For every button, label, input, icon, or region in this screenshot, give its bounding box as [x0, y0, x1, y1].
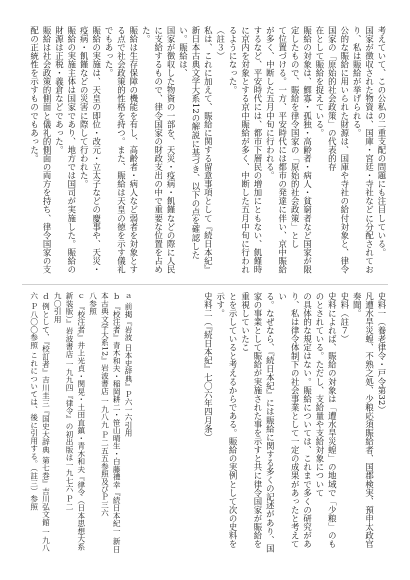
footnotes: ａ 前掲『岩波 日本史辞典』Ｐ六一六引用 ｂ 『校注者』青木和夫・稲岡耕二・笹山晴生・白藤禮幸『続日本紀一 新日本古典文学大系12』岩波書店 一九八九 Ｐ二五五参照及びＰ三六 八参照 ｃ 『校注者』井上光貞・関晃・土田直鎮・青木和夫『律令（日本思想大系新装版）』岩波書店 一九九四『律令』の初出版は一九七六 Ｐ二 九〇引用 ｄ 例として、『校訂者』吉川圭三『国史大辞典 第七巻』吉川弘文館 一九八六 Ｐ八〇〇参照 これについては、後に引用する。（註三）参照 — [29, 292, 133, 553]
historical-source-excerpt: 史料一（養老律令・戸令第32） 凡遭水旱災蝗、不熟之処、少粮応須賑給者、国郡検実、預申太政官奏聞。 史料（註７） 史料によれば、賑給の対象は「遭水旱災蝗」の地域で「少粮」のものとされている。ただし、支給量や支給対象について の具体的な規定はない。賑給については、これまで多くの研究があり、私は律令体制下の社会事業として一定の成果があったと考えてい る。なぜなら、『続日本紀』には賑給に関する多くの記述があり、国家の事業として賑給が実施された事を示すと共に律令国家が賑給を重視していたこ とを示していると考えるからである。賑給の実例として次の史料を示す。 史料二（『続日本紀』七〇六年四月条） — [203, 292, 387, 553]
main-body-text: 考えていて、この公私の二重支配の問題にも注目している。 国家が徴収された物資は、国庫・宮廷・寺社などに分配されており、私は賑給が挙げられる。 公的な賑給に用いられた財源は、国庫や寺社の給付対象と、律令国家の「原始的社会政策」の代表的存 在として賑給を捉えている。 賑給の対象は、鰥寡・孤独・高齢者・病人・貧窮者など国家が限定したもので、賑給を律令国家の「原始的社会政策」とし て位置づける。一方、平安時代には都市の発達に伴い、京中賑給が多く、中断した五月中旬に行われる。 するなど、平安時代には、都市下層民の増加にともない、飢饉時に京内を対象とする京中賑給が多く、中断した五月中旬に行われるようになった。 （註３） 私は、これに加えて、賑給に関する留意事項として『続日本紀』新日本古典文学大系12の解説に基づき、以下の点を確認したい。賑給は、 国家が徴収した物資の一部を、天災・疫病・飢饉などの際に人民に支給するもので、律令国家の財政支出の中で重要な位置を占めた。 賑給は生存保障の機能を有し、高齢者・病人など弱者を対象とする点で社会政策的性格を持つ。また、賑給は天皇の徳を示す儀礼でもあった。 賑給の実施は、天皇の即位・改元・立太子などの慶事や、天災・疫病・飢饉などの災害に際して行われた。 賑給の実施主体は国家であり、地方では国司が実施した。賑給の財源は正税・義倉などであった。 賑給は社会政策的側面と儀礼的側面の両方を持ち、律令国家の支配の正統性を示すものでもあった。 — [29, 26, 387, 274]
section-divider — [22, 284, 388, 285]
